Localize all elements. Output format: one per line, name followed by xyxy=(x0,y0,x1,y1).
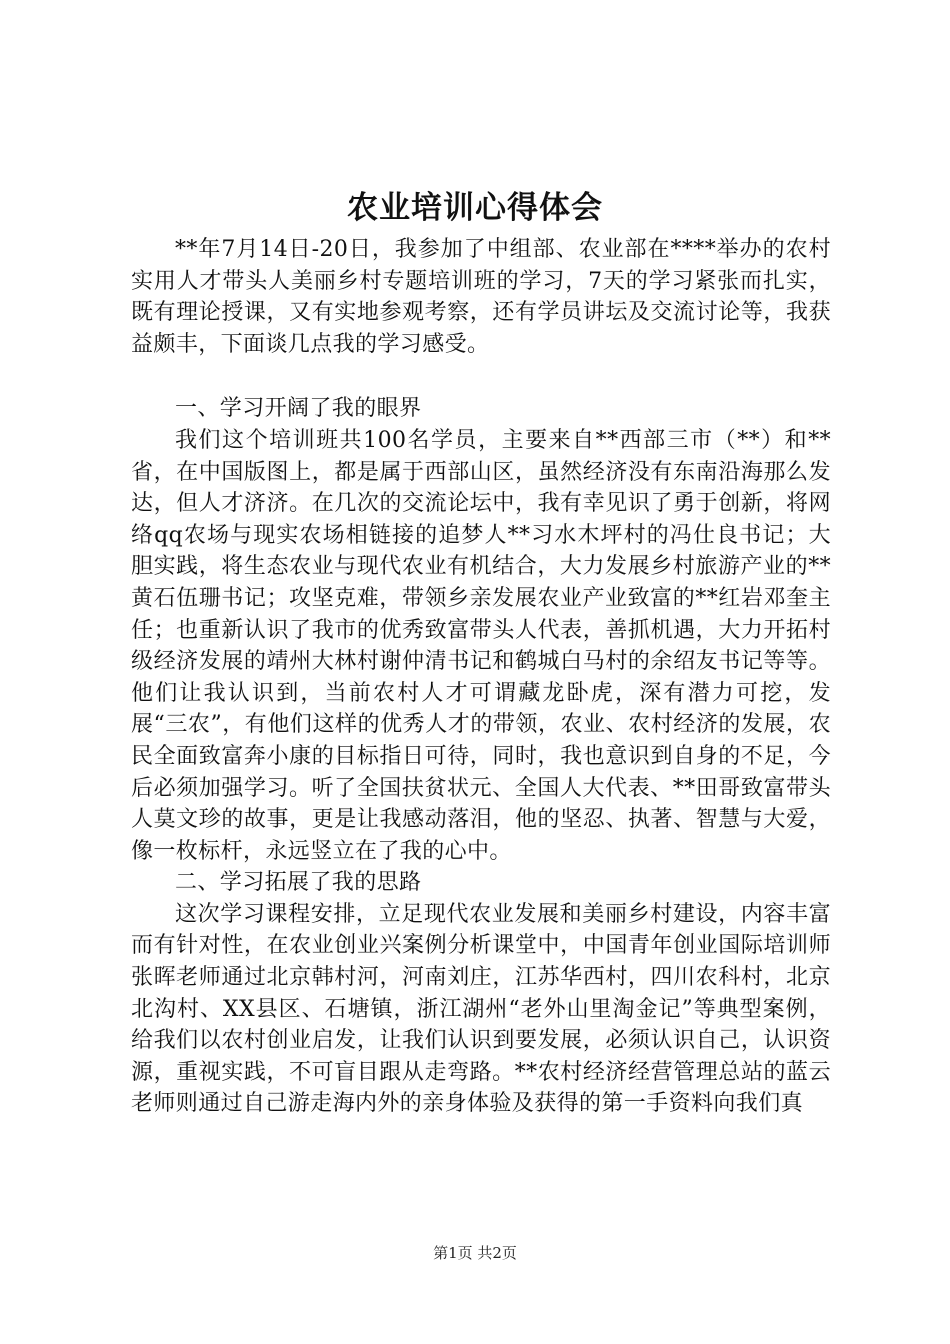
section-heading-1: 一、学习开阔了我的眼界 xyxy=(175,396,422,422)
document-body xyxy=(131,234,831,1120)
section-heading-2: 二、学习拓展了我的思路 xyxy=(175,870,422,896)
section-1-paragraph: 我们这个培训班共100名学员，主要来自**西部三市（**）和**省，在中国版图上，都是属于西部山区，虽然经济没有东南沿海那么发达，但人才济济。在几次的交流论坛中，我有幸见识了勇于创新，将网络qq农场与现实农场相链接的追梦人**习水木坪村的冯仕良书记；大胆实践，将生态农业与现代农业有机结合，大力发展乡村旅游产业的**黄石伍珊书记；攻坚克难，带领乡亲发展农业产业致富的**红岩邓奎主任；也重新认识了我市的优秀致富带头人代表，善抓机遇，大力开拓村级经济发展的靖州大林村谢仲清书记和鹤城白马村的余绍友书记等等。他们让我认识到，当前农村人才可谓藏龙卧虎，深有潜力可挖，发展“三农”，有他们这样的优秀人才的带领，农业、农村经济的发展，农民全面致富奔小康的目标指日可待，同时，我也意识到自身的不足，今后必须加强学习。听了全国扶贫状元、全国人大代表、**田哥致富带头人莫文珍的故事，更是让我感动落泪，他的坚忍、执著、智慧与大爱，像一枚标杆，永远竖立在了我的心中。 xyxy=(131,427,831,864)
section-2-paragraph: 这次学习课程安排，立足现代农业发展和美丽乡村建设，内容丰富而有针对性，在农业创业兴案例分析课堂中，中国青年创业国际培训师张晖老师通过北京韩村河，河南刘庄，江苏华西村，四川农科村，北京北沟村、XX县区、石塘镇，浙江湖州“老外山里淘金记”等典型案例，给我们以农村创业启发，让我们认识到要发展，必须认识自己，认识资源，重视实践，不可盲目跟从走弯路。**农村经济经营管理总站的蓝云老师则通过自己游走海内外的亲身体验及获得的第一手资料向我们真 xyxy=(131,901,831,1117)
paragraph-gap xyxy=(131,360,831,393)
page-number-footer: 第1页 共2页 xyxy=(433,1244,517,1262)
intro-paragraph: **年7月14日-20日，我参加了中组部、农业部在****举办的农村实用人才带头人美丽乡村专题培训班的学习，7天的学习紧张而扎实，既有理论授课，又有实地参观考察，还有学员讲坛及交流讨论等，我获益颇丰，下面谈几点我的学习感受。 xyxy=(131,237,831,357)
document-title: 农业培训心得体会 xyxy=(347,190,603,226)
